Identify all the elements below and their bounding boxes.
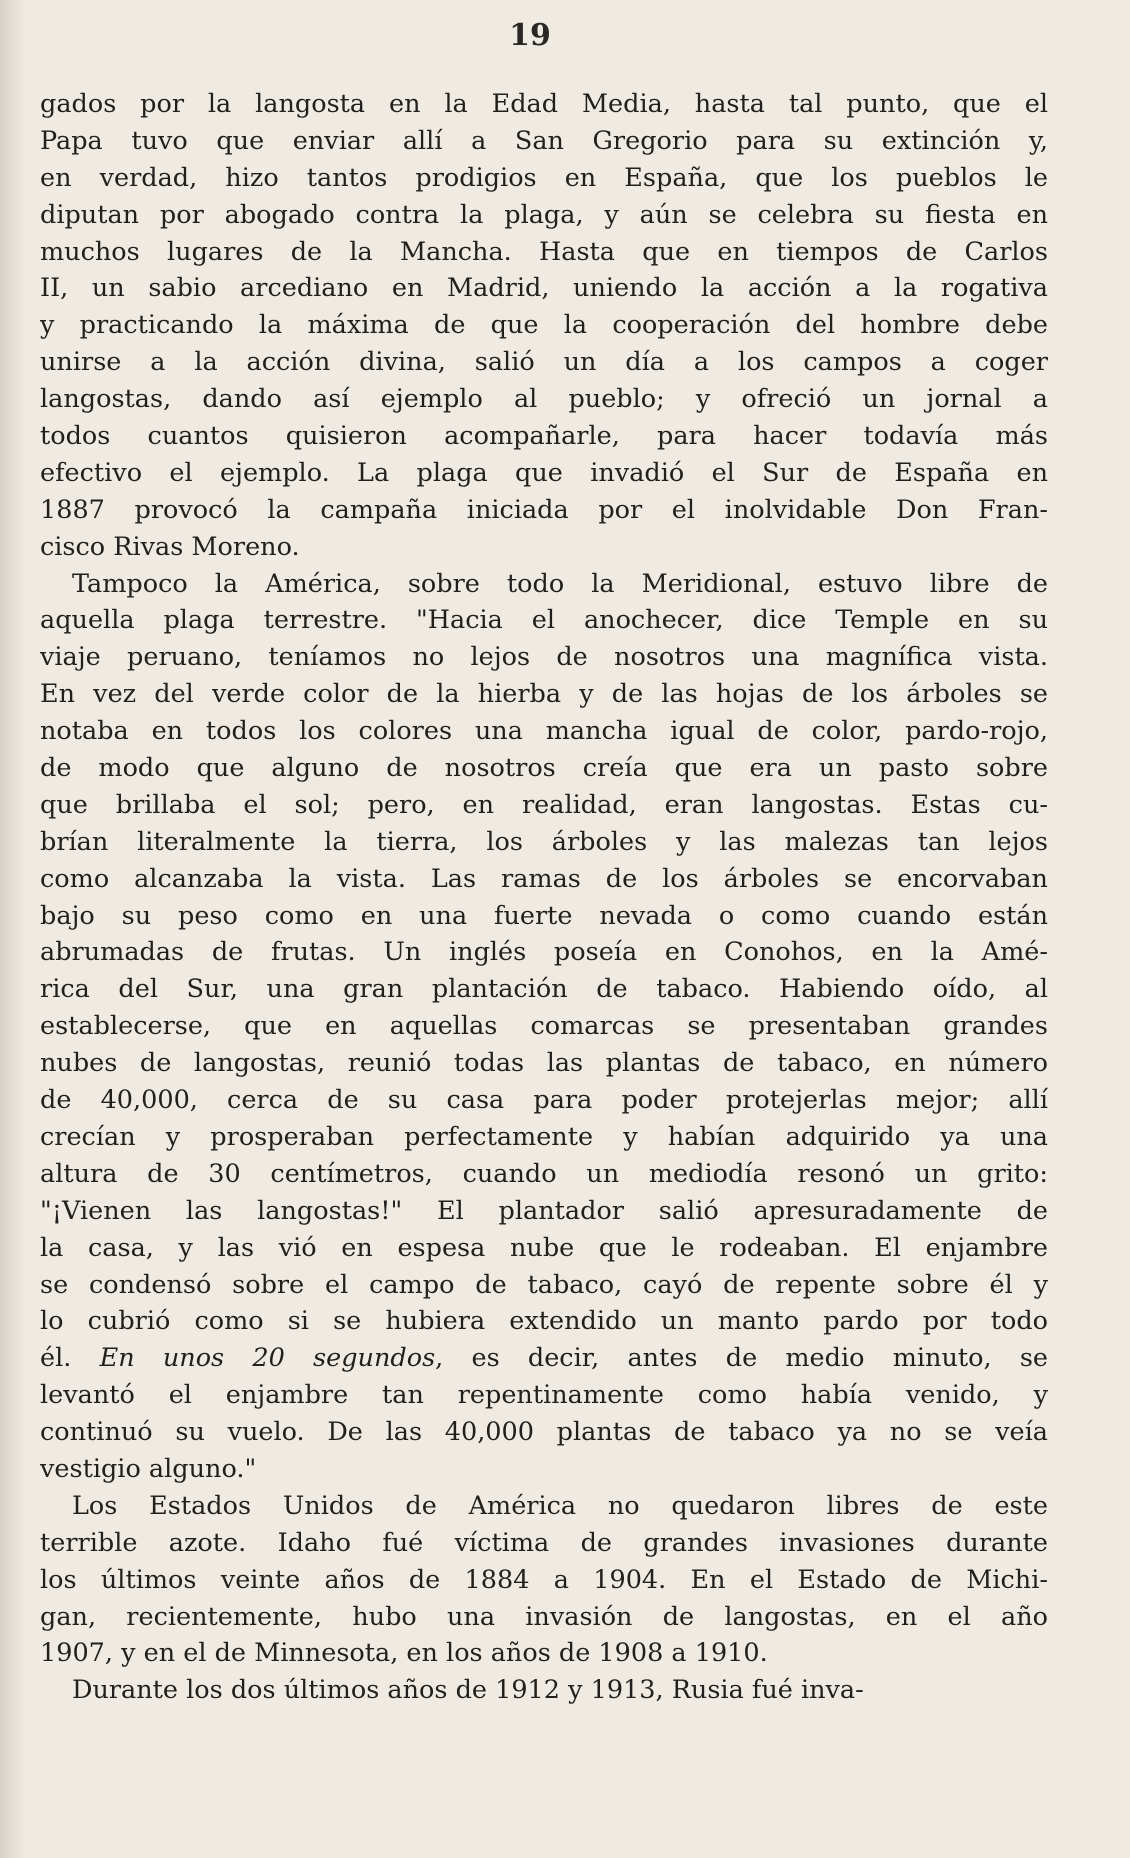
text-segment: él. <box>40 1343 100 1374</box>
text-line: langostas, dando así ejemplo al pueblo; y ofreció un jornal a <box>40 384 1048 415</box>
text-line: nubes de langostas, reunió todas las plantas de tabaco, en número <box>40 1048 1048 1079</box>
text-line: terrible azote. Idaho fué víctima de grandes invasiones durante <box>40 1527 1048 1558</box>
text-segment: , es decir, antes de medio minuto, se <box>435 1343 1048 1374</box>
text-line: gados por la langosta en la Edad Media, hasta tal punto, que el <box>40 89 1048 119</box>
text-line: levantó el enjambre tan repentinamente como había venido, y <box>40 1380 1048 1411</box>
body-text <box>40 86 1048 1709</box>
text-line: aquella plaga terrestre. "Hacia el anochecer, dice Temple en su <box>40 605 1048 636</box>
text-line <box>40 1340 1048 1377</box>
page-number: 19 <box>509 18 551 53</box>
text-line: En vez del verde color de la hierba y de las hojas de los árboles se <box>40 679 1048 710</box>
text-line: establecerse, que en aquellas comarcas se presentaban grandes <box>40 1011 1048 1042</box>
text-line: notaba en todos los colores una mancha igual de color, pardo-rojo, <box>40 716 1048 747</box>
text-line: de modo que alguno de nosotros creía que era un pasto sobre <box>40 753 1048 784</box>
text-line: viaje peruano, teníamos no lejos de nosotros una magnífica vista. <box>40 642 1048 673</box>
text-line: abrumadas de frutas. Un inglés poseía en Conohos, en la Amé- <box>40 937 1048 968</box>
page-gutter-shadow <box>0 0 26 1858</box>
text-line: todos cuantos quisieron acompañarle, para hacer todavía más <box>40 421 1048 452</box>
text-line: se condensó sobre el campo de tabaco, cayó de repente sobre él y <box>40 1269 1048 1300</box>
text-line: los últimos veinte años de 1884 a 1904. En el Estado de Michi- <box>40 1564 1048 1595</box>
text-line: Papa tuvo que enviar allí a San Gregorio para su extinción y, <box>40 125 1048 156</box>
text-line: en verdad, hizo tantos prodigios en España, que los pueblos le <box>40 162 1048 193</box>
text-line: rica del Sur, una gran plantación de tabaco. Habiendo oído, al <box>40 974 1048 1005</box>
text-line: y practicando la máxima de que la cooperación del hombre debe <box>40 310 1048 341</box>
text-line: Durante los dos últimos años de 1912 y 1913, Rusia fué inva- <box>72 1675 864 1706</box>
text-line: lo cubrió como si se hubiera extendido un manto pardo por todo <box>40 1306 1048 1337</box>
text-line: crecían y prosperaban perfectamente y habían adquirido ya una <box>40 1121 1048 1152</box>
text-line: unirse a la acción divina, salió un día a los campos a coger <box>40 347 1048 378</box>
text-line: Tampoco la América, sobre todo la Meridional, estuvo libre de <box>72 568 1048 599</box>
text-line: cisco Rivas Moreno. <box>40 531 300 562</box>
text-line: brían literalmente la tierra, los árboles y las malezas tan lejos <box>40 826 1048 857</box>
emphasized-text: En unos 20 segundos <box>99 1343 436 1374</box>
text-line: gan, recientemente, hubo una invasión de langostas, en el año <box>40 1601 1048 1632</box>
text-line: bajo su peso como en una fuerte nevada o como cuando están <box>40 900 1048 931</box>
text-line: altura de 30 centímetros, cuando un mediodía resonó un grito: <box>40 1158 1048 1189</box>
text-line: 1887 provocó la campaña iniciada por el inolvidable Don Fran- <box>40 494 1048 525</box>
text-line: de 40,000, cerca de su casa para poder protejerlas mejor; allí <box>40 1085 1048 1116</box>
text-line: como alcanzaba la vista. Las ramas de los árboles se encorvaban <box>40 863 1048 894</box>
text-line: vestigio alguno." <box>40 1453 257 1484</box>
text-line: muchos lugares de la Mancha. Hasta que en tiempos de Carlos <box>40 236 1048 267</box>
text-line: que brillaba el sol; pero, en realidad, eran langostas. Estas cu- <box>40 789 1048 820</box>
text-line: la casa, y las vió en espesa nube que le rodeaban. El enjambre <box>40 1232 1048 1263</box>
text-line: continuó su vuelo. De las 40,000 plantas de tabaco ya no se veía <box>40 1417 1048 1448</box>
text-line: diputan por abogado contra la plaga, y aún se celebra su fiesta en <box>40 199 1048 230</box>
text-line: II, un sabio arcediano en Madrid, uniendo la acción a la rogativa <box>40 273 1048 304</box>
text-line: "¡Vienen las langostas!" El plantador salió apresuradamente de <box>40 1195 1048 1226</box>
text-line: efectivo el ejemplo. La plaga que invadió el Sur de España en <box>40 457 1048 488</box>
text-line: Los Estados Unidos de América no quedaron libres de este <box>72 1490 1048 1521</box>
text-line: 1907, y en el de Minnesota, en los años de 1908 a 1910. <box>40 1638 768 1669</box>
